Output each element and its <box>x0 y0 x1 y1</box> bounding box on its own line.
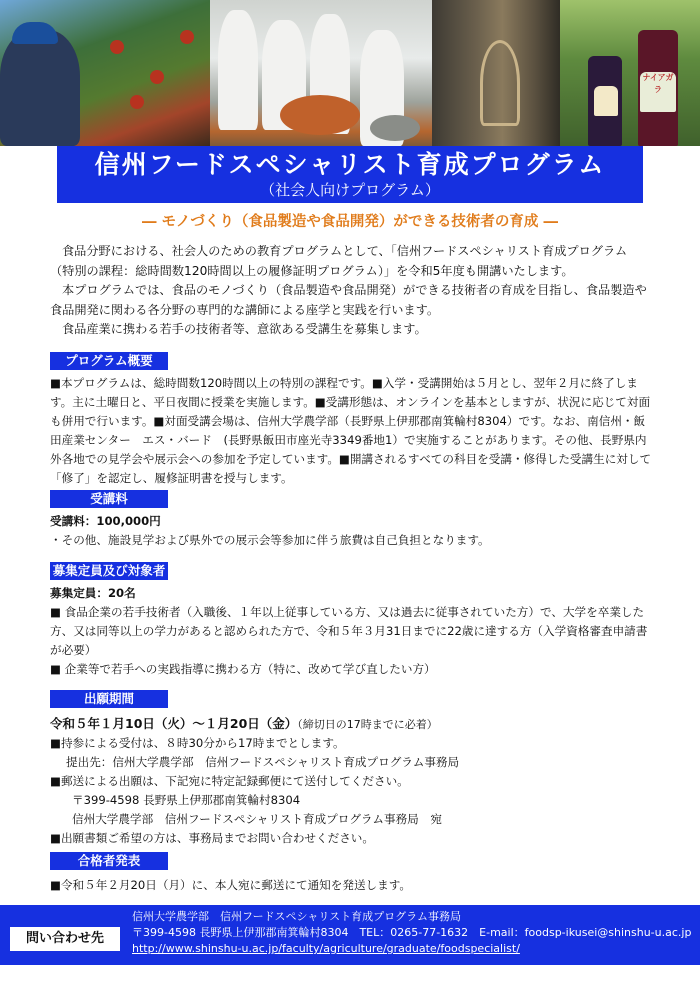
contact-org: 信州大学農学部 信州フードスペシャリスト育成プログラム事務局 <box>132 910 462 923</box>
section-heading-overview: プログラム概要 <box>50 352 168 370</box>
page-subtitle: （社会人向けプログラム） <box>260 181 440 199</box>
intro-paragraph: 本プログラムでは、食品のモノづくり（食品製造や食品開発）ができる技術者の育成を目指し、食品製造や食品開発に関わる各分野の専門的な講師による座学と実践を行います。 <box>50 283 647 317</box>
bottle-label: ナイアガラ <box>640 72 676 112</box>
overview-text <box>50 374 656 488</box>
section-heading-fee: 受講料 <box>50 490 168 508</box>
header-photo-strip <box>0 0 700 146</box>
intro-text <box>50 242 650 340</box>
period-line: ■持参による受付は、８時30分から17時までとします。 <box>50 736 345 750</box>
results-text: ■令和５年２月20日（月）に、本人宛に郵送にて通知を発送します。 <box>50 878 411 892</box>
section-heading-period: 出願期間 <box>50 690 168 708</box>
intro-paragraph: 食品分野における、社会人のための教育プログラムとして、「信州フードスペシャリスト育成プログラム（特別の課程：総時間数120時間以上の履修証明プログラム）」を令和5年度も開講いたします。 <box>50 244 628 278</box>
contact-footer <box>0 905 700 965</box>
food-processing-photo <box>210 0 432 146</box>
wine-bottles-photo <box>560 0 700 146</box>
contact-details <box>132 909 691 957</box>
contact-address: 〒399-4598 長野県上伊那郡南箕輪村8304 TEL：0265-77-1632 E-mail：foodsp-ikusei@shinshu-u.ac.jp <box>132 926 692 939</box>
overview-body: ■本プログラムは、総時間数120時間以上の特別の課程です。■入学・受講開始は５月とし、翌年２月に終了します。主に土曜日と、平日夜間に授業を実施します。■受講形態は、オンラインを基本としますが、状況に応じて対面も併用で行います。■対面受講会場は、信州大学農学部（長野県上伊那郡南箕輪村8304）です。なお、南信州・飯田産業センター エス・バード (長野県飯田市座光寺3349番地1）で実施することがあります。その他、長野県内外各地での見学会や展示会への参加を予定しています。■開講されるすべての科目を受講・修得した受講生に対して「修了」を認定し、履修証明書を授与します。 <box>50 376 652 485</box>
capacity-count: 募集定員：20名 <box>50 586 136 600</box>
period-line: 信州大学農学部 信州フードスペシャリスト育成プログラム事務局 宛 <box>72 812 442 826</box>
eligibility-item: ■ 企業等で若手への実践指導に携わる方（特に、改めて学び直したい方） <box>50 662 436 676</box>
apple-harvest-photo <box>0 0 210 146</box>
eligibility-item: ■ 食品企業の若手技術者（入職後、１年以上従事している方、又は過去に従事されていた方）で、大学を卒業した方、又は同等以上の学力があると認められた方で、令和５年３月31日までに22歳に達する方（入学資格審査申請書が必要） <box>50 605 648 657</box>
results-block <box>50 876 656 895</box>
page-title: 信州フードスペシャリスト育成プログラム <box>94 150 606 179</box>
contact-website-link[interactable]: http://www.shinshu-u.ac.jp/faculty/agriculture/graduate/foodspecialist/ <box>132 942 520 955</box>
section-heading-capacity: 募集定員及び対象者 <box>50 562 168 580</box>
capacity-block <box>50 584 656 679</box>
section-heading-results: 合格者発表 <box>50 852 168 870</box>
period-line: 提出先：信州大学農学部 信州フードスペシャリスト育成プログラム事務局 <box>66 755 460 769</box>
period-line: 〒399-4598 長野県上伊那郡南箕輪村8304 <box>72 793 301 807</box>
fee-block <box>50 512 656 550</box>
intro-paragraph: 食品産業に携わる若手の技術者等、意欲ある受講生を募集します。 <box>62 322 427 336</box>
deadline-note: （締切日の17時までに必着） <box>297 718 438 731</box>
application-dates: 令和５年１月10日（火）～１月20日（金） <box>50 716 298 731</box>
period-line: ■出願書類ご希望の方は、事務局までお問い合わせください。 <box>50 831 374 845</box>
fee-amount: 受講料：100,000円 <box>50 514 161 528</box>
wood-carving-photo <box>432 0 560 146</box>
title-banner <box>57 146 643 203</box>
contact-label: 問い合わせ先 <box>10 927 120 951</box>
tagline: ― モノづくり（食品製造や食品開発）ができる技術者の育成 ― <box>142 214 558 230</box>
period-line: ■郵送による出願は、下記宛に特定記録郵便にて送付してください。 <box>50 774 409 788</box>
period-block <box>50 714 656 848</box>
fee-note: ・その他、施設見学および県外での展示会等参加に伴う旅費は自己負担となります。 <box>50 533 490 547</box>
